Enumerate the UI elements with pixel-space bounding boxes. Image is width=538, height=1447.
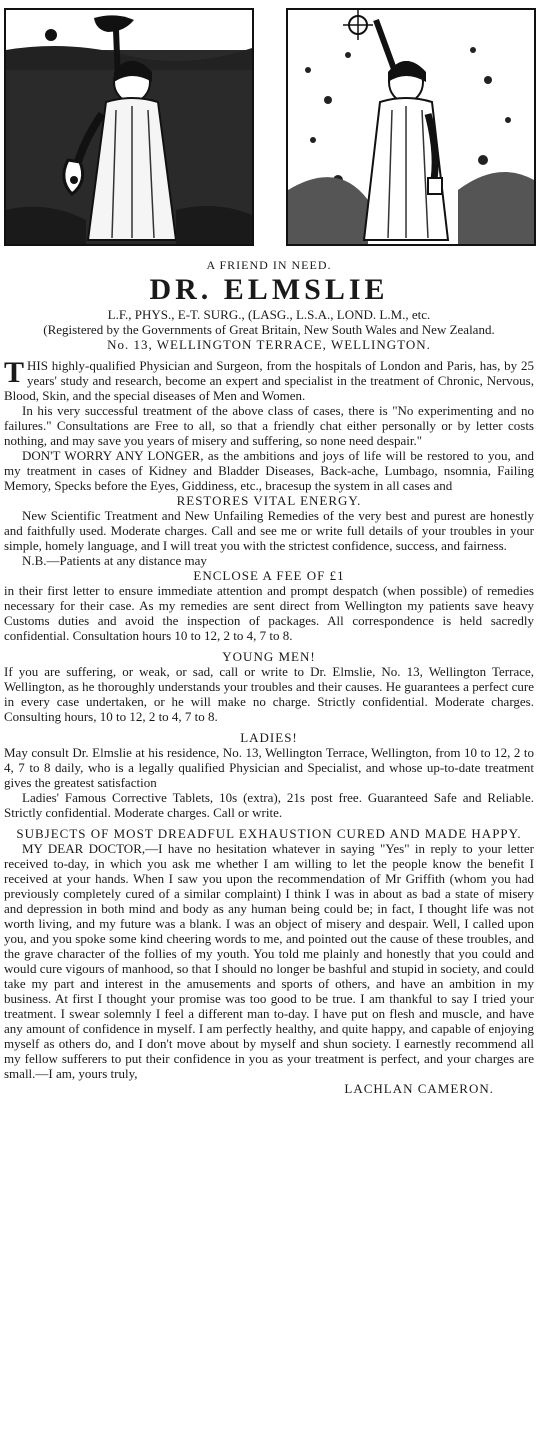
- vital-energy-heading: RESTORES VITAL ENERGY.: [176, 493, 362, 508]
- registration: (Registered by the Governments of Great Britain, New South Wales and New Zealand.: [43, 322, 495, 337]
- testimonial-letter: MY DEAR DOCTOR,—I have no hesitation whatever in saying "Yes" in reply to your letter received to-day, in which you ask me whether I am willing to let the people know the benefit I received at your hands. When I saw you upon the recommendation of Mr Griffith (whom you had previously completely cured of a similar complaint) I think I was in about as bad a state of misery and depression in both mind and body as any human being could be; in fact, I thought life was not worth living, and my future was a blank. I was an object of misery and despair. Well, I called upon you, and you spoke some kind cheering words to me, and pointed out the cause of these troubles, and the grave character of the follies of my youth. You told me plainly and honestly that you could and would cure vigours of manhood, so that I should no longer be bashful and stupid in society, and could take my part and interest in the amusements and sports of others, and have an ambition in my business. At first I thought your promise was too good to be true. I am thankful to say I tried your treatment. I swear solemnly I feel a different man to-day. I have put on flesh and muscle, and have any amount of confidence in myself. I am perfectly healthy, and quite happy, and capable of enjoying myself as others do, and I don't move about by myself and shun society. I earnestly recommend all my fellow sufferers to put their confidence in you as your treatment is perfect, and your charges are small.—I am, yours truly,: [4, 841, 534, 1081]
- fee-paragraph: in their first letter to ensure immediate attention and prompt despatch (when possible) of remedies necessary for their case. As my remedies are sent direct from Wellington my patients save heavy Customs duties and avoid the inspection of packages. All correspondence is held sacredly confidential. Consultation hours 10 to 12, 2 to 4, 7 to 8.: [4, 583, 534, 643]
- address: No. 13, WELLINGTON TERRACE, WELLINGTON.: [107, 337, 431, 352]
- intro-paragraph: THIS highly-qualified Physician and Surgeon, from the hospitals of London and Paris, has, by 25 years' study and research, become an expert and specialist in the treatment of Chronic, Nervous, Blood, Skin, and the special diseases of Men and Women.: [4, 356, 534, 403]
- credentials: L.F., PHYS., E-T. SURG., (LASG., L.S.A., LOND. L.M., etc.: [107, 307, 431, 322]
- doctor-name: DR. ELMSLIE: [149, 273, 389, 306]
- fee-heading: ENCLOSE A FEE OF £1: [193, 568, 345, 583]
- signature: LACHLAN CAMERON.: [344, 1081, 494, 1096]
- ladies-tablets-paragraph: Ladies' Famous Corrective Tablets, 10s (extra), 21s post free. Guaranteed Safe and Reliable. Strictly confidential. Moderate charges. Call or write.: [4, 790, 534, 820]
- young-men-paragraph: If you are suffering, or weak, or sad, call or write to Dr. Elmslie, No. 13, Wellington Terrace, Wellington, as he thoroughly understands your troubles and their causes. He guarantees a perfect cure in every case undertaken, or he will make no charge. Strictly confidential. Moderate charges. Consulting hours, 10 to 12, 2 to 4, 7 to 8.: [4, 664, 534, 724]
- ladies-heading: LADIES!: [240, 730, 298, 745]
- nb-note: N.B.—Patients at any distance may: [22, 553, 207, 568]
- illustrations: [0, 0, 538, 245]
- woman-figure-dark-icon: [6, 10, 252, 244]
- illustration-before: [4, 8, 254, 246]
- treatment-paragraph: New Scientific Treatment and New Unfailing Remedies of the very best and purest are honestly and faithfully used. Moderate charges. Call and see me or write full details of your troubles in your simple, homely language, and I will treat you with the strictest confidence, success, and fairness.: [4, 508, 534, 553]
- advertisement-body: [4, 258, 534, 1096]
- ladies-paragraph: May consult Dr. Elmslie at his residence, No. 13, Wellington Terrace, Wellington, from 10 to 12, 2 to 4, 7 to 8 daily, who is a legally qualified Physician and Specialist, and whose up-to-date treatment gives the greatest satisfaction: [4, 745, 534, 790]
- kicker: A FRIEND IN NEED.: [206, 258, 332, 272]
- woman-figure-light-icon: [288, 10, 534, 244]
- young-men-heading: YOUNG MEN!: [222, 649, 316, 664]
- consultation-paragraph: In his very successful treatment of the above class of cases, there is "No experimenting and no failures." Consultations are Free to all, so that a friendly chat either personally or by letter costs nothing, and may save you years of misery and suffering, so none need despair.": [4, 403, 534, 448]
- illustration-after: [286, 8, 536, 246]
- dont-worry-paragraph: DON'T WORRY ANY LONGER, as the ambitions and joys of life will be restored to you, and my treatment in cases of Kidney and Bladder Diseases, Back-ache, Lumbago, nsomnia, Failing Memory, Specks before the Eyes, Giddiness, etc., bracesup the system in all cases and: [4, 448, 534, 493]
- testimonial-heading: SUBJECTS OF MOST DREADFUL EXHAUSTION CURED AND MADE HAPPY.: [16, 826, 522, 841]
